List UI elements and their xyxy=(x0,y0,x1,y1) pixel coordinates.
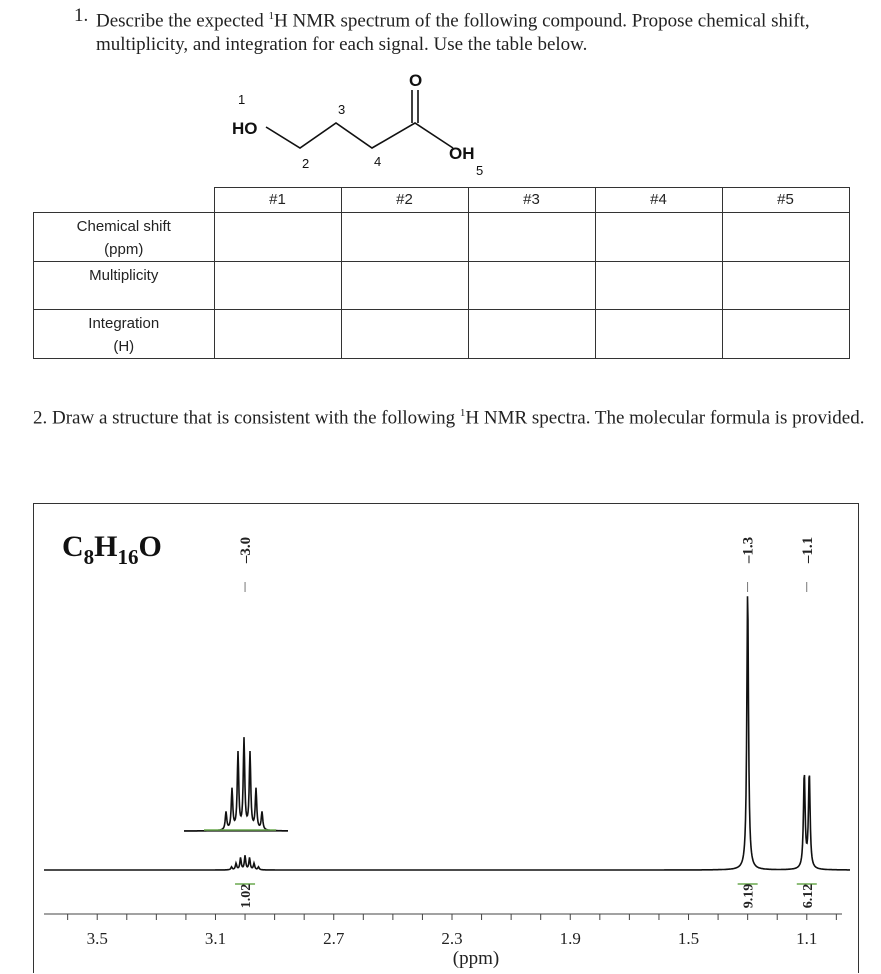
atom-label-4: 4 xyxy=(374,154,382,169)
row-label-chemical-shift: Chemical shift (ppm) xyxy=(34,213,215,262)
question-1-text: Describe the expected $^1$H NMR spectrum of the following compound. Propose chemical shift, multiplicity, and integration for each signal. Use the table below. xyxy=(96,10,810,56)
peak-shift-label-0: –3.0 xyxy=(238,536,255,564)
integration-label-1: 9.19 xyxy=(741,883,757,909)
carbonyl-oxygen: O xyxy=(409,71,423,90)
question-1-number: 1. xyxy=(74,5,89,26)
cell-input[interactable] xyxy=(341,310,468,359)
ho-group: HO xyxy=(232,119,258,138)
cell-input[interactable] xyxy=(595,213,722,262)
x-tick-label: 2.7 xyxy=(323,929,345,948)
oh-group: OH xyxy=(449,144,475,163)
column-header-1: #1 xyxy=(214,188,341,213)
column-header-3: #3 xyxy=(468,188,595,213)
atom-label-5: 5 xyxy=(476,163,484,178)
nmr-spectrum xyxy=(34,504,860,974)
molecule-structure xyxy=(210,68,500,186)
molecular-formula: $C_8H_{16}O$ xyxy=(62,530,162,569)
atom-label-1: 1 xyxy=(238,92,246,107)
cell-input[interactable] xyxy=(722,262,849,310)
column-header-4: #4 xyxy=(595,188,722,213)
x-tick-label: 1.9 xyxy=(559,929,581,948)
integration-label-2: 6.12 xyxy=(800,883,816,909)
atom-label-3: 3 xyxy=(338,102,346,117)
x-tick-label: 3.1 xyxy=(204,929,227,948)
nmr-spectrum-frame xyxy=(33,503,859,973)
cell-input[interactable] xyxy=(595,310,722,359)
row-label-integration: Integration (H) xyxy=(34,310,215,359)
x-axis-label: (ppm) xyxy=(452,948,500,969)
cell-input[interactable] xyxy=(214,213,341,262)
spectrum-trace xyxy=(44,596,850,870)
cell-input[interactable] xyxy=(214,262,341,310)
atom-label-2: 2 xyxy=(302,156,310,171)
column-header-5: #5 xyxy=(722,188,849,213)
cell-input[interactable] xyxy=(341,213,468,262)
cell-input[interactable] xyxy=(595,262,722,310)
peak-shift-label-1: –1.3 xyxy=(740,536,757,564)
inset-multiplet-trace xyxy=(184,737,288,831)
x-tick-label: 3.5 xyxy=(86,929,108,948)
cell-input[interactable] xyxy=(722,213,849,262)
x-tick-label: 2.3 xyxy=(441,929,463,948)
integration-label-0: 1.02 xyxy=(239,883,255,909)
x-tick-label: 1.5 xyxy=(677,929,700,948)
cell-input[interactable] xyxy=(341,262,468,310)
cell-input[interactable] xyxy=(468,310,595,359)
cell-input[interactable] xyxy=(722,310,849,359)
row-label-multiplicity: Multiplicity xyxy=(34,262,215,310)
cell-input[interactable] xyxy=(214,310,341,359)
cell-input[interactable] xyxy=(468,262,595,310)
cell-input[interactable] xyxy=(468,213,595,262)
x-tick-label: 1.1 xyxy=(796,929,818,948)
peak-shift-label-2: –1.1 xyxy=(799,536,816,564)
question-2: 2. Draw a structure that is consistent with the following $^1$H NMR spectra. The molecular formula is provided. xyxy=(33,407,865,429)
nmr-answer-table xyxy=(33,187,850,359)
column-header-2: #2 xyxy=(341,188,468,213)
